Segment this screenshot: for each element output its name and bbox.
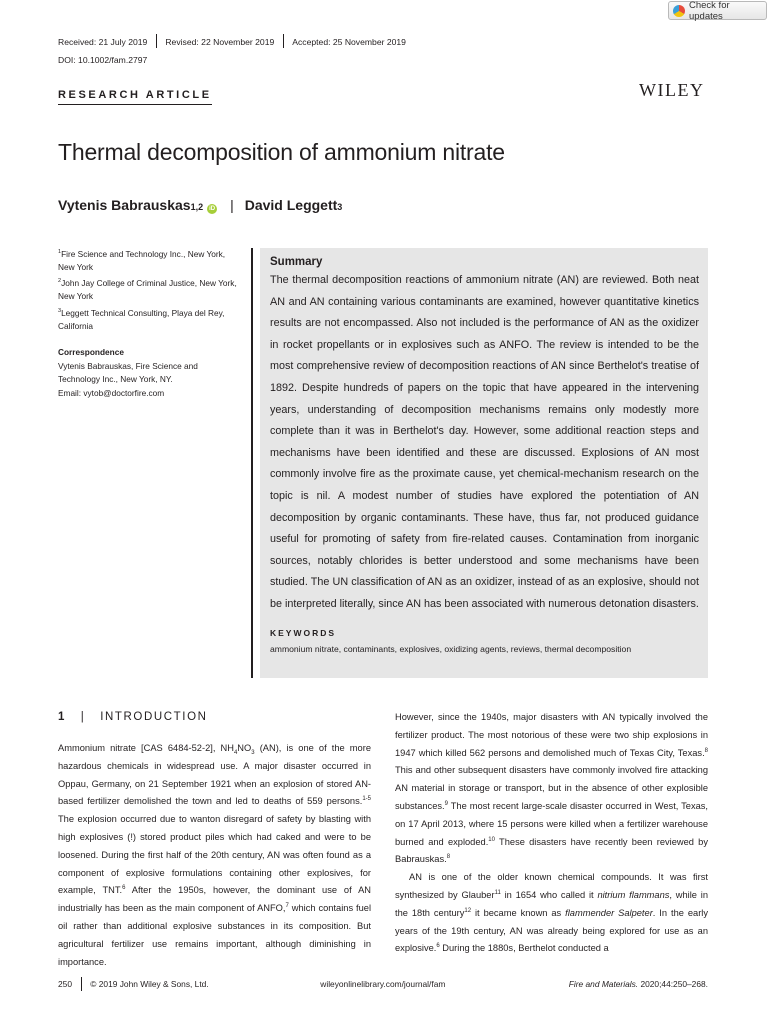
publisher-logo: WILEY xyxy=(639,80,705,100)
body-paragraph: Ammonium nitrate [CAS 6484-52-2], $NH_4NO_3$ (AN), is one of the more hazardous chemicals in widespread use. A major disaster occurred in Oppau, Germany, on 21 September 1921 when an explosion of stored AN-based fertilizer demolished the town and led to deaths of 559 persons.$^{1-5}$ The explosion occurred due to wanton disregard of safety by blasting with high explosives (!) stored product piles which had caked and were to be loosened. During the first half of the 20th century, AN was often found as a component of explosive formulations containing other explosives, for example, TNT.$^6$ After the 1950s, however, the dominant use of AN industrially has been as the main component of ANFO,$^7$ which contains fuel oil rather than additional explosive substances in its composition. But agricultural fertilizer use remains important, although diminishing in importance. xyxy=(58,743,372,967)
summary-box xyxy=(260,248,708,678)
correspondence-line: Technology Inc., New York, NY. xyxy=(58,374,173,384)
page-number: 250 xyxy=(58,979,72,989)
affiliation-sup: 1 xyxy=(58,249,62,255)
check-for-updates-label: Check for updates xyxy=(688,0,730,22)
author-affiliation-sup: 3 xyxy=(337,202,343,212)
summary-text: The thermal decomposition reactions of ammonium nitrate (AN) are reviewed. Both neat AN and AN containing various contaminants are examined, however quantitative kinetics results are not encompassed. Also not included is the performance of AN as the oxidizer in rocket propellants or in explosives such as ANFO. The review is intended to be the most comprehensive review of decomposition reactions of AN since Berthelot's treatise of 1892. Despite hundreds of papers on the topic that have appeared in the intervening years, understanding of decomposition mechanisms remains only modestly more complete than it was in Berthelot's day. However, some additional reaction steps and mechanisms have been identified and these are discussed. Explosions of AN most commonly involve fire as the proximate cause, yet chemical-mechanism research on the topic is nil. A modest number of studies have explored the potentiation of AN decomposition by organic contaminants. These have, thus far, not produced guidance useful for promoting of safety from fire-related causes. Contamination from inorganic sources, notably chlorides is better understood and some mechanisms have been studied. The UN classification of AN as an oxidizer, instead of as an explosive, should not be interpreted literally, since AN has been associated with numerous detonation disasters. xyxy=(270,274,699,610)
body-column-left xyxy=(58,740,371,971)
check-for-updates-button[interactable] xyxy=(668,1,767,20)
footer-separator xyxy=(81,977,82,991)
article-title: Thermal decomposition of ammonium nitrate xyxy=(58,139,505,165)
section-number: 1 xyxy=(58,711,66,723)
author-affiliation-sup: 1,2 xyxy=(190,202,204,212)
author-separator: | xyxy=(230,197,234,213)
received-date: Received: 21 July 2019 xyxy=(58,37,148,47)
author-name[interactable]: David Leggett xyxy=(244,197,338,213)
correspondence-heading: Correspondence xyxy=(58,347,124,357)
orcid-icon[interactable]: iD xyxy=(209,206,216,212)
revised-date: Revised: 22 November 2019 xyxy=(156,34,283,48)
affiliation xyxy=(58,246,243,275)
correspondence-block xyxy=(58,346,243,400)
affiliation-sup: 2 xyxy=(58,278,62,284)
affiliation-text: Fire Science and Technology Inc., New York, New York xyxy=(58,248,226,273)
correspondence-line: Vytenis Babrauskas, Fire Science and xyxy=(58,360,198,371)
section-title: INTRODUCTION xyxy=(100,711,208,723)
section-heading xyxy=(58,711,208,723)
body-column-right xyxy=(395,709,708,958)
article-type: RESEARCH ARTICLE xyxy=(58,89,212,105)
author-list xyxy=(58,197,342,214)
affiliation-text: Leggett Technical Consulting, Playa del Rey, California xyxy=(58,307,225,332)
journal-url[interactable]: wileyonlinelibrary.com/journal/fam xyxy=(320,979,446,989)
keywords-list: ammonium nitrate, contaminants, explosives, oxidizing agents, reviews, thermal decomposition xyxy=(270,643,632,654)
affiliation xyxy=(58,305,243,334)
copyright: © 2019 John Wiley & Sons, Ltd. xyxy=(90,979,209,989)
section-separator: | xyxy=(80,711,86,723)
summary-rule xyxy=(251,248,253,678)
body-paragraph: However, since the 1940s, major disasters with AN typically involved the fertilizer product. The most notorious of these were two ship explosions in 1947 which killed 562 persons and demolished much of Texas City, Texas.$^8$ This and other subsequent disasters have commonly involved fire attacking AN material in storage or transport, but in the absence of other explosible substances.$^9$ The most recent large-scale disaster occurred in West, Texas, on 17 April 2013, where 15 persons were killed when a fertilizer warehouse burned and exploded.$^{10}$ These disasters have recently been reviewed by Babrauskas.$^8$ xyxy=(395,712,708,865)
journal-name: Fire and Materials. xyxy=(568,979,639,989)
affiliation-sup: 3 xyxy=(58,308,62,314)
author-name[interactable]: Vytenis Babrauskas xyxy=(58,197,191,213)
affiliation-text: John Jay College of Criminal Justice, New York, New York xyxy=(58,277,237,302)
affiliation xyxy=(58,275,243,304)
body-paragraph: AN is one of the older known chemical compounds. It was first synthesized by Glauber$^{11}$ in 1654 who called it nitrium flammans, while in the 18th century$^{12}$ it became known as flammender Salpeter. In the early years of the 19th century, AN was already being explored for use as an explosive.$^6$ During the 1880s, Berthelot conducted a xyxy=(395,872,709,954)
keywords-heading: KEYWORDS xyxy=(270,627,337,638)
page-footer xyxy=(58,977,708,991)
journal-citation xyxy=(510,979,708,989)
article-dates xyxy=(58,37,415,48)
correspondence-email[interactable]: Email: vytob@doctorfire.com xyxy=(58,387,165,398)
doi[interactable]: DOI: 10.1002/fam.2797 xyxy=(58,55,148,65)
crossmark-icon xyxy=(673,5,685,17)
citation-volume: 2020;44:250–268. xyxy=(640,979,708,989)
summary-heading: Summary xyxy=(270,256,323,268)
accepted-date: Accepted: 25 November 2019 xyxy=(283,34,415,48)
